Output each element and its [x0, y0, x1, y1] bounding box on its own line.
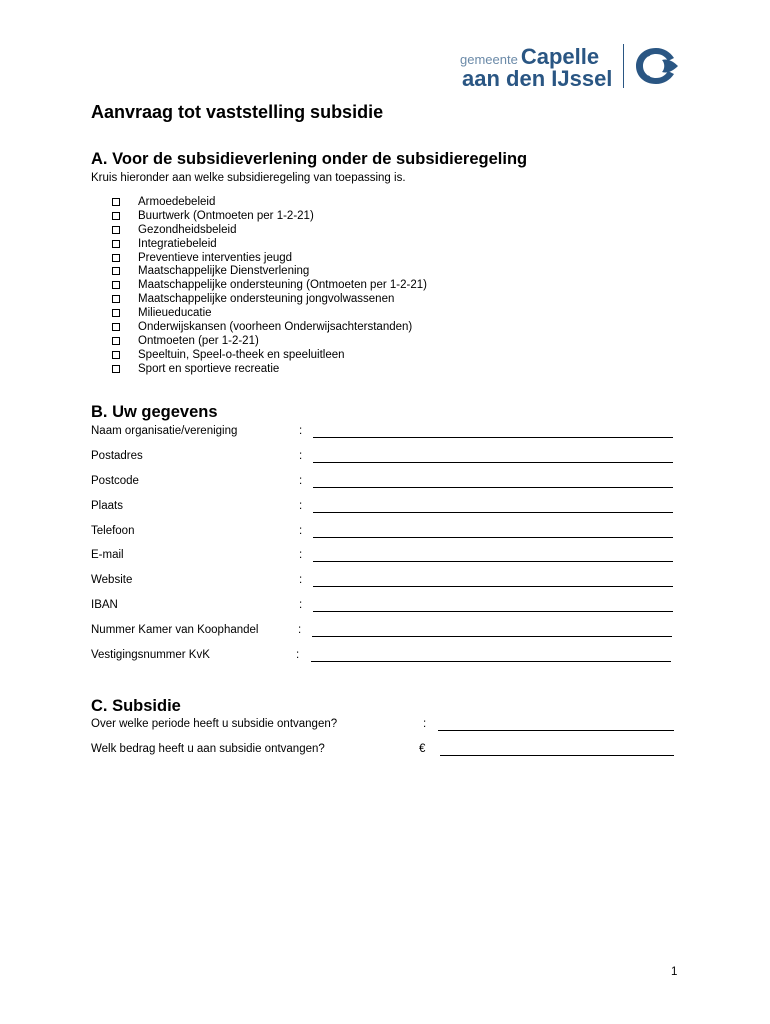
page-title: Aanvraag tot vaststelling subsidie [91, 102, 384, 122]
form-row-kvk-number [91, 624, 691, 640]
checkbox-label: Buurtwerk (Ontmoeten per 1-2-21) [138, 209, 314, 222]
field-separator: : [296, 649, 300, 661]
checkbox[interactable] [112, 309, 120, 317]
checkbox-label: Sport en sportieve recreatie [138, 362, 280, 375]
field-separator: : [299, 549, 303, 561]
checkbox-label: Ontmoeten (per 1-2-21) [138, 334, 259, 347]
field-separator: : [299, 500, 303, 512]
form-row-place [91, 500, 691, 516]
page-number: 1 [671, 966, 678, 978]
field-label: Postcode [91, 475, 139, 487]
field-separator: : [299, 525, 303, 537]
checkbox[interactable] [112, 323, 120, 331]
form-row-postal-address [91, 450, 691, 466]
municipality-logo [460, 42, 682, 94]
checkbox-label: Speeltuin, Speel-o-theek en speeluitleen [138, 348, 345, 361]
form-row-postcode [91, 475, 691, 491]
checkbox[interactable] [112, 212, 120, 220]
field-label: Plaats [91, 500, 123, 512]
field-separator: : [299, 425, 303, 437]
form-row-email [91, 549, 691, 565]
checkbox-label: Preventieve interventies jeugd [138, 251, 293, 264]
form-row-phone [91, 525, 691, 541]
logo-divider [623, 44, 624, 88]
euro-symbol: € [419, 743, 426, 755]
logo-fish-icon [632, 42, 680, 90]
checkbox-label: Armoedebeleid [138, 196, 216, 208]
field-label: Over welke periode heeft u subsidie ontvangen? [91, 718, 338, 730]
subsidy-period-field[interactable] [438, 730, 674, 731]
form-row-subsidy-period [91, 718, 691, 734]
kvk-number-field[interactable] [312, 636, 672, 637]
checkbox[interactable] [112, 226, 120, 234]
phone-field[interactable] [313, 537, 673, 538]
postcode-field[interactable] [313, 487, 673, 488]
field-separator: : [299, 599, 303, 611]
checkbox[interactable] [112, 337, 120, 345]
checkbox-label: Maatschappelijke ondersteuning jongvolwassenen [138, 293, 395, 306]
website-field[interactable] [313, 586, 673, 587]
section-a-heading: A. Voor de subsidieverlening onder de subsidieregeling [91, 150, 528, 168]
field-label: Welk bedrag heeft u aan subsidie ontvangen? [91, 743, 325, 755]
form-row-website [91, 574, 691, 590]
checkbox-label: Integratiebeleid [138, 237, 217, 250]
field-label: Naam organisatie/vereniging [91, 425, 238, 437]
field-separator: : [299, 574, 303, 586]
organisation-name-field[interactable] [313, 437, 673, 438]
logo-text-gemeente: gemeente [460, 52, 518, 67]
field-label: Vestigingsnummer KvK [91, 649, 210, 661]
email-field[interactable] [313, 561, 673, 562]
subsidy-amount-field[interactable] [440, 755, 674, 756]
section-c-heading: C. Subsidie [91, 697, 181, 715]
logo-text-capelle: Capelle [520, 44, 600, 69]
field-label: E-mail [91, 549, 124, 561]
place-field[interactable] [313, 512, 673, 513]
checkbox[interactable] [112, 295, 120, 303]
checkbox[interactable] [112, 198, 120, 206]
form-row-subsidy-amount [91, 743, 691, 759]
checkbox[interactable] [112, 351, 120, 359]
checkbox[interactable] [112, 267, 120, 275]
form-row-organisation-name [91, 425, 691, 441]
checkbox[interactable] [112, 254, 120, 262]
field-separator: : [298, 624, 302, 636]
field-separator: : [299, 475, 303, 487]
checkbox-label: Maatschappelijke Dienstverlening [138, 265, 310, 278]
checkbox-label: Maatschappelijke ondersteuning (Ontmoeten per 1-2-21) [138, 279, 427, 292]
field-label: Postadres [91, 450, 143, 462]
kvk-branch-number-field[interactable] [311, 661, 671, 662]
field-label: IBAN [91, 599, 118, 611]
logo-text-aan-den-ijssel: aan den IJssel [462, 66, 613, 91]
field-separator: : [299, 450, 303, 462]
section-b-heading: B. Uw gegevens [91, 403, 218, 421]
field-label: Nummer Kamer van Koophandel [91, 624, 259, 636]
checkbox-label: Gezondheidsbeleid [138, 223, 237, 236]
checkbox[interactable] [112, 240, 120, 248]
field-label: Telefoon [91, 525, 135, 537]
section-a-instruction: Kruis hieronder aan welke subsidieregeling van toepassing is. [91, 172, 406, 184]
form-row-iban [91, 599, 691, 615]
iban-field[interactable] [313, 611, 673, 612]
postal-address-field[interactable] [313, 462, 673, 463]
checkbox[interactable] [112, 281, 120, 289]
field-label: Website [91, 574, 133, 586]
checkbox-label: Milieueducatie [138, 307, 212, 320]
form-row-kvk-branch-number [91, 649, 691, 665]
field-separator: : [423, 718, 427, 730]
checkbox[interactable] [112, 365, 120, 373]
checkbox-label: Onderwijskansen (voorheen Onderwijsachterstanden) [138, 321, 413, 334]
